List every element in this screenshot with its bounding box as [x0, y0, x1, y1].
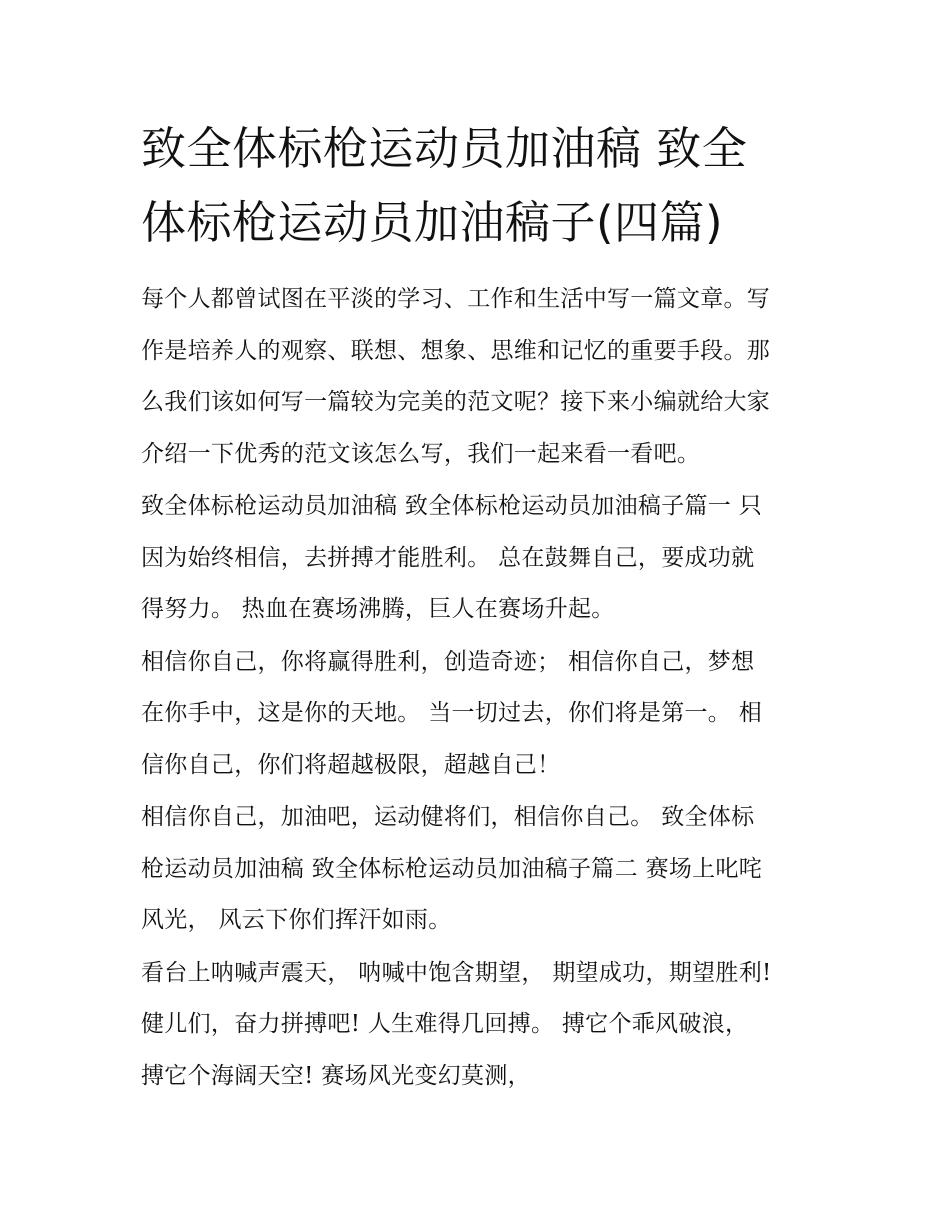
document-body [141, 274, 811, 1102]
text-line: 搏它个海阔天空! 赛场风光变幻莫测， [141, 1062, 531, 1089]
text-line: 看台上呐喊声震天， 呐喊中饱含期望， 期望成功，期望胜利! [141, 959, 772, 986]
text-line: 作是培养人的观察、联想、想象、思维和记忆的重要手段。那 [141, 337, 771, 364]
paragraph-piece-one [141, 481, 811, 636]
paragraph-stands [141, 948, 811, 1103]
text-line: 健儿们，奋力拼搏吧! 人生难得几回搏。 搏它个乖风破浪， [141, 1011, 749, 1037]
paragraph-believe-yourself [141, 637, 811, 792]
text-line: 因为始终相信，去拼搏才能胜利。 总在鼓舞自己，要成功就 [141, 544, 755, 571]
document-title [141, 112, 811, 260]
text-line: 致全体标枪运动员加油稿 致全体标枪运动员加油稿子篇一 只 [141, 493, 763, 519]
text-line: 风光， 风云下你们挥汗如雨。 [141, 907, 452, 933]
text-line: 相信你自己，你将赢得胜利，创造奇迹； 相信你自己，梦想 [141, 648, 755, 675]
paragraph-intro [141, 274, 811, 480]
text-line: 在你手中，这是你的天地。 当一切过去，你们将是第一。 相 [141, 700, 763, 726]
text-line: 么我们该如何写一篇较为完美的范文呢？接下来小编就给大家 [141, 389, 771, 415]
text-line: 介绍一下优秀的范文该怎么写，我们一起来看一看吧。 [141, 440, 701, 467]
paragraph-piece-two [141, 792, 811, 947]
text-line: 相信你自己，加油吧，运动健将们，相信你自己。 致全体标 [141, 804, 755, 830]
document-content [141, 112, 811, 1103]
text-line: 枪运动员加油稿 致全体标枪运动员加油稿子篇二 赛场上叱咤 [141, 855, 763, 882]
text-line: 每个人都曾试图在平淡的学习、工作和生活中写一篇文章。写 [141, 286, 771, 312]
text-line: 信你自己，你们将超越极限，超越自己！ [141, 751, 561, 778]
title-line: 致全体标枪运动员加油稿 致全 [141, 122, 748, 175]
title-line: 体标枪运动员加油稿子(四篇) [141, 196, 724, 249]
text-line: 得努力。 热血在赛场沸腾，巨人在赛场升起。 [141, 596, 615, 622]
